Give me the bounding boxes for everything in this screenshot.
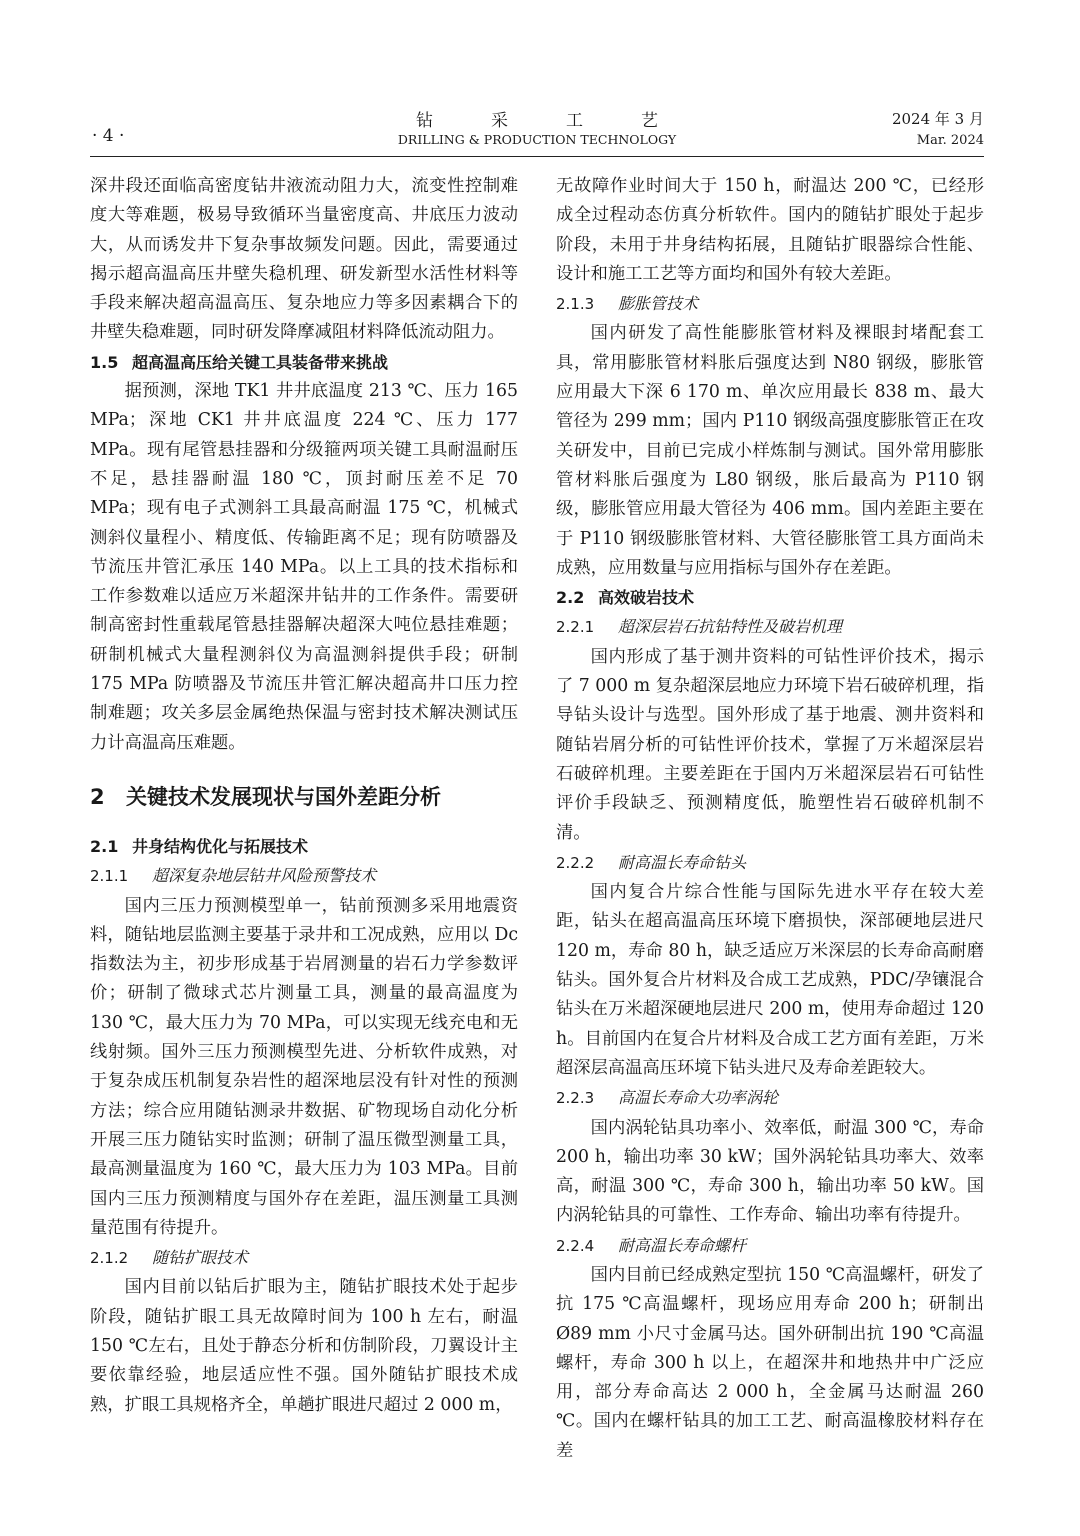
section-title: 超深复杂地层钻井风险预警技术 (152, 866, 377, 886)
section-title: 随钻扩眼技术 (152, 1248, 249, 1268)
heading-2-1-1 (90, 861, 518, 891)
paragraph-intro: 深井段还面临高密度钻井液流动阻力大，流变性控制难度大等难题，极易导致循环当量密度高、井底压力波动大，从而诱发井下复杂事故频发问题。因此，需要通过揭示超高温高压井壁失稳机理、研发新型水活性材料等手段来解决超高温高压、复杂地应力等多因素耦合下的井壁失稳难题，同时研发降摩减阻材料降低流动阻力。 (90, 176, 518, 343)
section-number: 2.2 (556, 588, 585, 608)
section-title: 膨胀管技术 (618, 294, 699, 314)
section-title: 井身结构优化与拓展技术 (132, 836, 309, 856)
issue-date-cn: 2024 年 3 月 (891, 110, 984, 128)
section-number: 2.1 (90, 836, 119, 856)
heading-2-2 (556, 583, 984, 612)
heading-2-2-3 (556, 1083, 984, 1113)
heading-2-2-1 (556, 612, 984, 642)
paragraph-2-2-2: 国内复合片综合性能与国际先进水平存在较大差距，钻头在超高温高压环境下磨损快，深部硬地层进尺 120 m，寿命 80 h，缺乏适应万米深层的长寿命高耐磨钻头。国外复合片材料及合成工艺成熟，PDC/孕镶混合钻头在万米超深硬地层进尺 200 m，使用寿命超过 120 h。目前国内在复合片材料及合成工艺方面有差距，万米超深层高温高压环境下钻头进尺及寿命差距较大。 (556, 882, 984, 1078)
page-number: · 4 · (92, 126, 125, 146)
section-title: 高效破岩技术 (598, 588, 695, 608)
section-title: 耐高温长寿命螺杆 (618, 1235, 747, 1255)
section-number: 2.1.1 (90, 867, 129, 886)
section-title: 超高温高压给关键工具装备带来挑战 (132, 352, 389, 372)
left-column (90, 172, 518, 1420)
section-number: 2.2.4 (556, 1236, 595, 1255)
section-title: 超深层岩石抗钻特性及破岩机理 (618, 617, 843, 637)
section-title: 耐高温长寿命钻头 (618, 852, 747, 872)
section-title: 关键技术发展现状与国外差距分析 (126, 784, 441, 809)
paragraph-2-1-3: 国内研发了高性能膨胀管材料及裸眼封堵配套工具，常用膨胀管材料胀后强度达到 N80 钢级，膨胀管应用最大下深 6 170 m、单次应用最长 838 m、最大管径为 299 mm；国内 P110 钢级高强度膨胀管正在攻关研发中，目前已完成小样炼制与测试。国外常用膨胀管材料胀后强度为 L80 钢级，胀后最高为 P110 钢级，膨胀管应用最大管径为 406 mm。国内差距主要在于 P110 钢级膨胀管材料、大管径膨胀管工具方面尚未成熟，应用数量与应用指标与国外存在差距。 (556, 323, 984, 578)
section-number: 2.1.2 (90, 1249, 129, 1268)
paragraph-2-2-1: 国内形成了基于测井资料的可钻性评价技术，揭示了 7 000 m 复杂超深层地应力环境下岩石破碎机理，指导钻头设计与选型。国外形成了基于地震、测井资料和随钻岩屑分析的可钻性评价技术，掌握了万米超深层岩石破碎机理。主要差距在于国内万米超深层岩石可钻性评价手段缺乏、预测精度低，脆塑性岩石破碎机制不清。 (556, 646, 984, 843)
heading-1-5 (90, 348, 518, 377)
section-title: 高温长寿命大功率涡轮 (618, 1088, 779, 1108)
paragraph-1-5: 据预测，深地 TK1 井井底温度 213 ℃、压力 165 MPa；深地 CK1 井井底温度 224 ℃、压力 177 MPa。现有尾管悬挂器和分级箍两项关键工具耐温耐压不足，悬挂器耐温 180 ℃，顶封耐压差不足 70 MPa；现有电子式测斜工具最高耐温 175 ℃，机械式测斜仪量程小、精度低、传输距离不足；现有防喷器及节流压井管汇承压 140 MPa。以上工具的技术指标和工作参数难以适应万米超深井钻井的工作条件。需要研制高密封性重载尾管悬挂器解决超深大吨位悬挂难题；研制机械式大量程测斜仪为高温测斜提供手段；研制 175 MPa 防喷器及节流压井管汇解决超高井口压力控制难题；攻关多层金属绝热保温与密封技术解决测试压力计高温高压难题。 (90, 381, 518, 753)
paragraph-2-2-3: 国内涡轮钻具功率小、效率低，耐温 300 ℃，寿命 200 h，输出功率 30 kW；国外涡轮钻具功率大、效率高，耐温 300 ℃，寿命 300 h，输出功率 50 kW。国内涡轮钻具的可靠性、工作寿命、输出功率有待提升。 (556, 1117, 984, 1226)
paragraph-2-1-2: 国内目前以钻后扩眼为主，随钻扩眼技术处于起步阶段，随钻扩眼工具无故障时间为 100 h 左右，耐温 150 ℃左右，且处于静态分析和仿制阶段，刀翼设计主要依靠经验，地层适应性不强。国外随钻扩眼技术成熟，扩眼工具规格齐全，单趟扩眼进尺超过 2 000 m， (90, 1277, 518, 1415)
paragraph-2-1-1: 国内三压力预测模型单一，钻前预测多采用地震资料，随钻地层监测主要基于录井和工况成熟，应用以 Dc 指数法为主，初步形成基于岩屑测量的岩石力学参数评价；研制了微球式芯片测量工具，测量的最高温度为 130 ℃，最大压力为 70 MPa，可以实现无线充电和无线射频。国外三压力预测模型先进、分析软件成熟，对于复杂成压机制复杂岩性的超深地层没有针对性的预测方法；综合应用随钻测录井数据、矿物现场自动化分析开展三压力随钻实时监测；研制了温压微型测量工具，最高测量温度为 160 ℃，最大压力为 103 MPa。目前国内三压力预测精度与国外存在差距，温压测量工具测量范围有待提升。 (90, 895, 518, 1238)
heading-2-1-3 (556, 289, 984, 319)
heading-2-2-4 (556, 1231, 984, 1261)
issue-date-en: Mar. 2024 (916, 133, 984, 148)
section-number: 2.2.3 (556, 1089, 595, 1108)
heading-2 (90, 782, 518, 812)
section-number: 2.1.3 (556, 295, 595, 314)
page-header (90, 104, 984, 157)
heading-2-1-2 (90, 1243, 518, 1273)
journal-title-cn: 钻采工艺 (416, 111, 716, 131)
heading-2-2-2 (556, 848, 984, 878)
section-number: 2 (90, 784, 105, 809)
right-column (556, 172, 984, 1466)
journal-title-en: DRILLING & PRODUCTION TECHNOLOGY (397, 132, 677, 147)
paragraph-continued: 无故障作业时间大于 150 h，耐温达 200 ℃，已经形成全过程动态仿真分析软件。国内的随钻扩眼处于起步阶段，未用于井身结构拓展，且随钻扩眼器综合性能、设计和施工工艺等方面均和国外有较大差距。 (556, 176, 984, 284)
section-number: 1.5 (90, 352, 119, 372)
heading-2-1 (90, 832, 518, 861)
section-number: 2.2.1 (556, 618, 595, 637)
paragraph-2-2-4: 国内目前已经成熟定型抗 150 ℃高温螺杆，研发了抗 175 ℃高温螺杆，现场应用寿命 200 h；研制出 Ø89 mm 小尺寸金属马达。国外研制出抗 190 ℃高温螺杆，寿命 300 h 以上，在超深井和地热井中广泛应用，部分寿命高达 2 000 h，全金属马达耐温 260 ℃。国内在螺杆钻具的加工工艺、耐高温橡胶材料存在差 (556, 1264, 984, 1461)
section-number: 2.2.2 (556, 853, 595, 872)
